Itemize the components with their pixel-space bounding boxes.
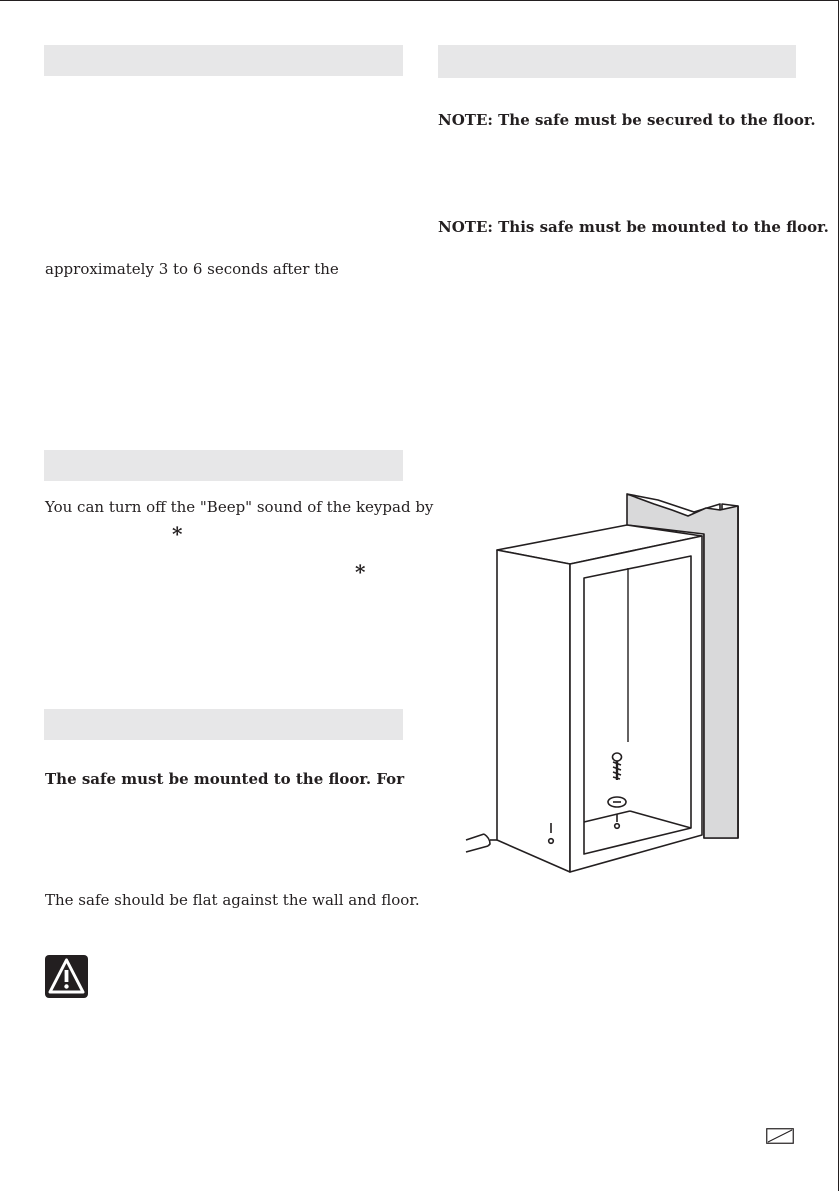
timing-text: approximately 3 to 6 seconds after the (45, 260, 339, 278)
section-header-bar (438, 45, 796, 78)
page-number-box (766, 1128, 794, 1144)
note-mounted-floor: NOTE: This safe must be mounted to the floor. (438, 218, 829, 236)
asterisk-key-symbol: * (355, 560, 366, 584)
flat-placement-text: The safe should be flat against the wall and floor. (45, 891, 420, 909)
section-header-bar (44, 45, 403, 76)
beep-off-text: You can turn off the "Beep" sound of the keypad by (45, 498, 434, 516)
asterisk-key-symbol: * (172, 522, 183, 546)
note-secured-floor: NOTE: The safe must be secured to the floor. (438, 111, 816, 129)
section-header-bar (44, 709, 403, 740)
safe-floor-mount-illustration (462, 490, 762, 890)
section-header-bar (44, 450, 403, 481)
mounting-instruction: The safe must be mounted to the floor. For (45, 770, 405, 788)
crop-mark-top (0, 0, 839, 1)
warning-triangle-icon (45, 955, 88, 998)
